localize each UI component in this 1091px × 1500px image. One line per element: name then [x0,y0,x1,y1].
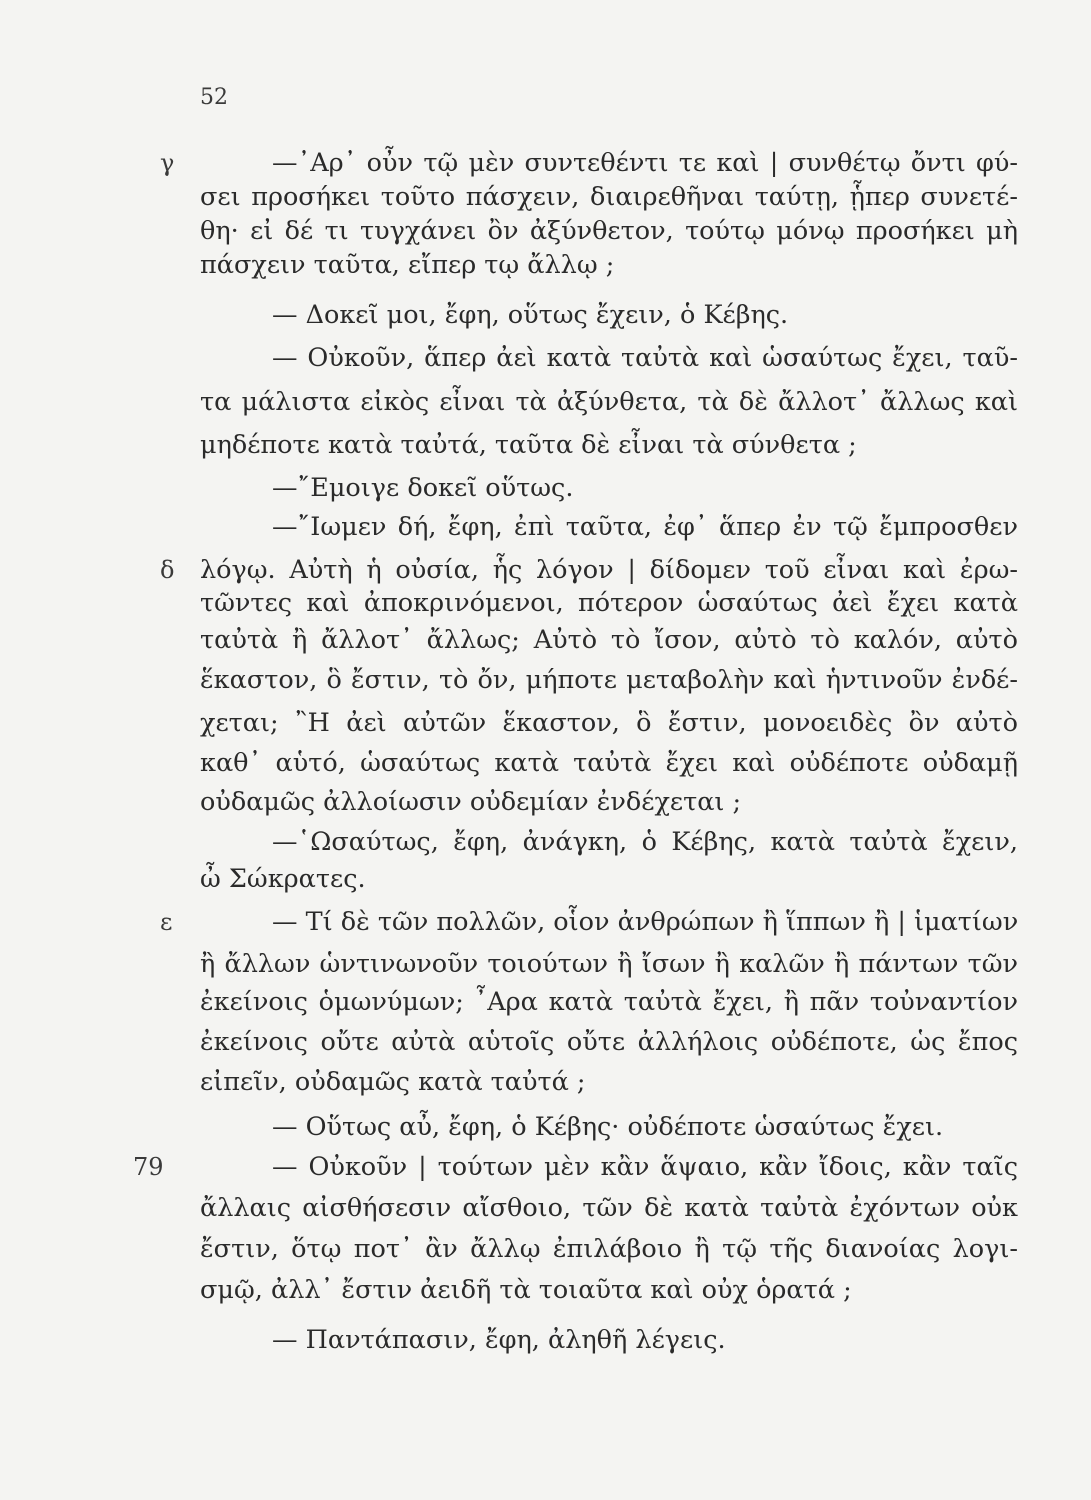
text-line: ταὐτὰ ἢ ἄλλοτ᾿ ἄλλως; Αὐτὸ τὸ ἴσον, αὐτὸ τὸ καλόν, αὐτὸ [200,625,1018,655]
text-line: ἢ ἄλλων ὡντινωνοῦν τοιούτων ἢ ἴσων ἢ καλῶν ἢ πάντων τῶν [200,949,1018,979]
text-line: πάσχειν ταῦτα, εἴπερ τῳ ἄλλῳ ; [200,250,615,280]
text-line: ἄλλαις αἰσθήσεσιν αἴσθοιο, τῶν δὲ κατὰ ταὐτὰ ἐχόντων οὐκ [200,1193,1018,1223]
text-line: ἐκείνοις οὔτε αὐτὰ αὑτοῖς οὔτε ἀλλήλοις οὐδέποτε, ὡς ἔπος [200,1027,1018,1057]
text-line: — Δοκεῖ μοι, ἔφη, οὕτως ἔχειν, ὁ Κέβης. [272,300,789,330]
text-line: θη· εἰ δέ τι τυγχάνει ὂν ἀξύνθετον, τούτῳ μόνῳ προσήκει μὴ [200,216,1018,246]
text-line: — Τί δὲ τῶν πολλῶν, οἷον ἀνθρώπων ἢ ἵππων ἢ | ἱματίων [272,907,1019,937]
text-line: ὦ Σώκρατες. [200,864,366,894]
text-line: οὐδαμῶς ἀλλοίωσιν οὐδεμίαν ἐνδέχεται ; [200,787,742,817]
text-line: ἐκείνοις ὁμωνύμων; ῏Αρα κατὰ ταὐτὰ ἔχει, ἢ πᾶν τοὐναντίον [200,987,1018,1017]
text-line: μηδέποτε κατὰ ταὐτά, ταῦτα δὲ εἶναι τὰ σύνθετα ; [200,430,857,460]
text-line: σει προσήκει τοῦτο πάσχειν, διαιρεθῆναι ταύτῃ, ᾗπερ συνετέ- [200,182,1018,212]
page-number: 52 [200,85,228,110]
text-line: ἔστιν, ὅτῳ ποτ᾿ ἂν ἄλλῳ ἐπιλάβοιο ἢ τῷ τῆς διανοίας λογι- [200,1234,1018,1264]
text-line: τα μάλιστα εἰκὸς εἶναι τὰ ἀξύνθετα, τὰ δὲ ἄλλοτ᾿ ἄλλως καὶ [200,387,1018,417]
text-line: τῶντες καὶ ἀποκρινόμενοι, πότερον ὡσαύτως ἀεὶ ἔχει κατὰ [200,588,1018,618]
text-line: λόγῳ. Αὐτὴ ἡ οὐσία, ἧς λόγον | δίδομεν τοῦ εἶναι καὶ ἐρω- [200,555,1018,585]
text-line: —῎Ιωμεν δή, ἔφη, ἐπὶ ταῦτα, ἐφ᾿ ἅπερ ἐν τῷ ἔμπροσθεν [272,512,1018,542]
text-line: — Οὐκοῦν, ἅπερ ἀεὶ κατὰ ταὐτὰ καὶ ὡσαύτως ἔχει, ταῦ- [272,343,1018,373]
text-line: — Οὕτως αὖ, ἔφη, ὁ Κέβης· οὐδέποτε ὡσαύτως ἔχει. [272,1112,944,1142]
text-line: ἕκαστον, ὃ ἔστιν, τὸ ὄν, μήποτε μεταβολὴν καὶ ἡντινοῦν ἐνδέ- [200,665,1018,695]
text-line: χεται; ῍Η ἀεὶ αὐτῶν ἕκαστον, ὃ ἔστιν, μονοειδὲς ὂν αὐτὸ [200,708,1018,738]
margin-marker-epsilon: ε [160,908,173,936]
margin-marker-gamma: γ [160,149,175,177]
text-line: καθ᾿ αὑτό, ὡσαύτως κατὰ ταὐτὰ ἔχει καὶ οὐδέποτε οὐδαμῇ [200,748,1018,778]
margin-marker-79: 79 [133,1153,164,1181]
text-line: σμῷ, ἀλλ᾿ ἔστιν ἀειδῆ τὰ τοιαῦτα καὶ οὐχ ὁρατά ; [200,1275,852,1305]
text-line: —῎Εμοιγε δοκεῖ οὕτως. [272,473,574,503]
text-line: — Οὐκοῦν | τούτων μὲν κἂν ἅψαιο, κἂν ἴδοις, κἂν ταῖς [272,1152,1018,1182]
text-line: —῾Ωσαύτως, ἔφη, ἀνάγκη, ὁ Κέβης, κατὰ ταὐτὰ ἔχειν, [272,827,1018,857]
text-line: —᾿Αρ᾿ οὖν τῷ μὲν συντεθέντι τε καὶ | συνθέτῳ ὄντι φύ- [272,148,1018,178]
margin-marker-delta: δ [160,556,175,584]
text-line: — Παντάπασιν, ἔφη, ἀληθῆ λέγεις. [272,1325,726,1355]
text-line: εἰπεῖν, οὐδαμῶς κατὰ ταὐτά ; [200,1067,586,1097]
